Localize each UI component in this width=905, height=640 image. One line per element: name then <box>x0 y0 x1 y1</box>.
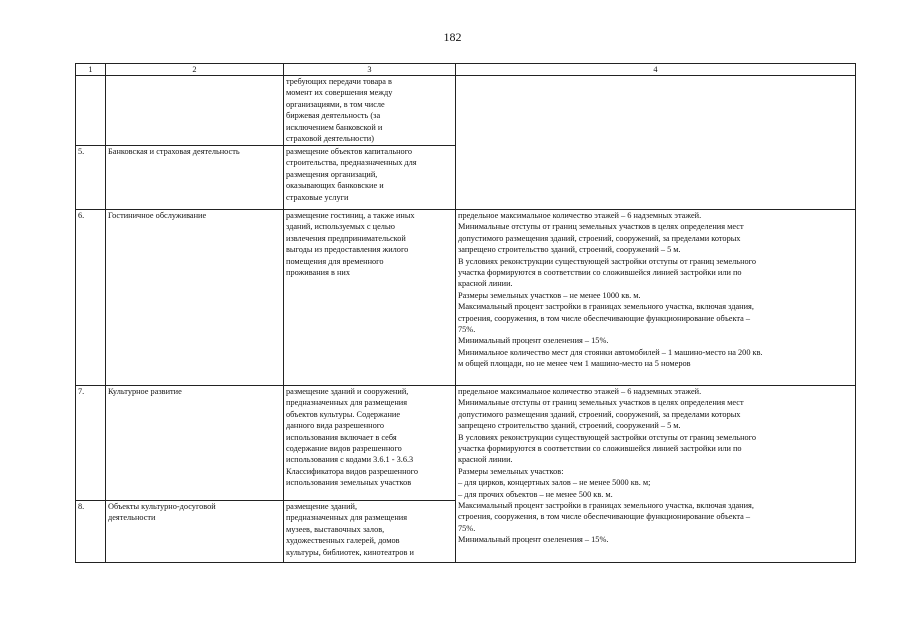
cell-number: 8. <box>76 501 106 563</box>
cell-description: требующих передачи товара в момент их совершения между организациями, в том числе биржевая деятельность (за исключением банковской и страховой деятельности) <box>284 76 456 146</box>
land-use-table <box>75 63 856 563</box>
table-header-row <box>76 64 856 76</box>
cell-name: Объекты культурно-досуговой деятельности <box>106 501 284 563</box>
column-header-4: 4 <box>456 64 856 76</box>
column-header-3: 3 <box>284 64 456 76</box>
cell-parameters: предельное максимальное количество этажей – 6 надземных этажей. Минимальные отступы от границ земельных участков в целях определения мест допустимого размещения зданий, строений, сооружений, за пределами которых запрещено строительство зданий, строений, сооружений – 5 м. В условиях реконструкции существующей застройки отступы от границ земельного участка формируются в соответствии со сложившейся линией застройки или по красной линии. Размеры земельных участков: – для цирков, концертных залов – не менее 5000 кв. м; – для прочих объектов – не менее 500 кв. м. Максимальный процент застройки в границах земельного участка, включая здания, строения, сооружения, в том числе обеспечивающие функционирование объекта – 75%. Минимальный процент озеленения – 15%. <box>456 386 856 563</box>
cell-number: 6. <box>76 210 106 386</box>
cell-number: 5. <box>76 146 106 210</box>
cell-name: Банковская и страховая деятельность <box>106 146 284 210</box>
cell-parameters-empty <box>456 76 856 210</box>
cell-name: Гостиничное обслуживание <box>106 210 284 386</box>
cell-description: размещение зданий и сооружений, предназначенных для размещения объектов культуры. Содержание данного вида разрешенного использования включает в себя содержание видов разрешенного использования с кодами 3.6.1 - 3.6.3 Классификатора видов разрешенного использования земельных участков <box>284 386 456 501</box>
cell-number <box>76 76 106 146</box>
table-row <box>76 386 856 501</box>
cell-description: размещение объектов капитального строительства, предназначенных для размещения организаций, оказывающих банковские и страховые услуги <box>284 146 456 210</box>
column-header-1: 1 <box>76 64 106 76</box>
cell-name: Культурное развитие <box>106 386 284 501</box>
page-number: 182 <box>443 30 462 44</box>
table-row-continuation <box>76 76 856 146</box>
cell-parameters: предельное максимальное количество этажей – 6 надземных этажей. Минимальные отступы от границ земельных участков в целях определения мест допустимого размещения зданий, строений, сооружений, за пределами которых запрещено строительство зданий, строений, сооружений – 5 м. В условиях реконструкции существующей застройки отступы от границ земельного участка формируются в соответствии со сложившейся линией застройки или по красной линии. Размеры земельных участков – не менее 1000 кв. м. Максимальный процент застройки в границах земельного участка, включая здания, строения, сооружения, в том числе обеспечивающие функционирование объекта – 75%. Минимальный процент озеленения – 15%. Минимальное количество мест для стоянки автомобилей – 1 машино-место на 200 кв. м общей площади, но не менее чем 1 машино-место на 5 номеров <box>456 210 856 386</box>
cell-description: размещение гостиниц, а также иных зданий, используемых с целью извлечения предпринимательской выгоды из предоставления жилого помещения для временного проживания в них <box>284 210 456 386</box>
table-row <box>76 210 856 386</box>
cell-description: размещение зданий, предназначенных для размещения музеев, выставочных залов, художественных галерей, домов культуры, библиотек, кинотеатров и <box>284 501 456 563</box>
cell-name <box>106 76 284 146</box>
column-header-2: 2 <box>106 64 284 76</box>
cell-number: 7. <box>76 386 106 501</box>
